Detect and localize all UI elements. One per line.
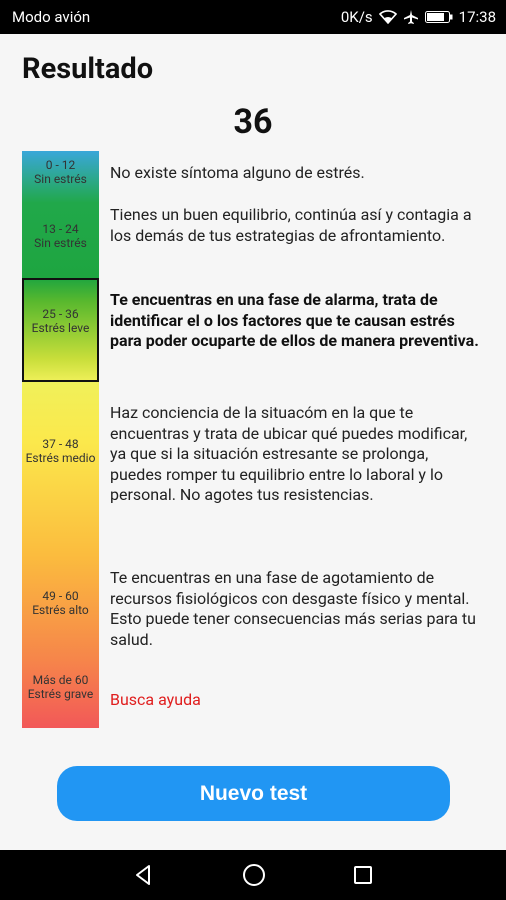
score-value: 36 [233, 102, 273, 142]
scale-level-6: Más de 60 Estrés grave [27, 673, 94, 701]
page-title: Resultado [22, 52, 154, 86]
new-test-button[interactable]: Nuevo test [57, 766, 450, 821]
description-level-5: Te encuentras en una fase de agotamiento de recursos fisiológicos con desgaste físico y mental. Esto puede tener consecuencias más serias para tu salud. [110, 568, 476, 649]
network-speed: 0K/s [340, 8, 373, 26]
airplane-icon [403, 9, 419, 25]
description-level-3: Te encuentras en una fase de alarma, trata de identificar el o los factores que te causan estrés para poder ocuparte de ellos de manera preventiva. [110, 290, 479, 350]
description-level-4: Haz conciencia de la situacóm en la que te encuentras y trata de ubicar qué puedes modificar, ya que si la situación estresante se prolonga, puedes romper tu equilibrio entre lo laboral y lo personal. No agotes tus resistencias. [110, 403, 468, 504]
description-level-2: Tienes un buen equilibrio, continúa así y contagia a los demás de tus estrategias de afrontamiento. [110, 205, 472, 245]
battery-icon [425, 10, 453, 24]
status-time: 17:38 [458, 8, 496, 26]
scale-level-1: 0 - 12 Sin estrés [34, 158, 87, 186]
wifi-icon [379, 10, 397, 24]
status-bar [0, 0, 506, 34]
recents-icon[interactable] [352, 864, 374, 886]
stress-scale [22, 151, 99, 728]
navigation-bar [0, 850, 506, 900]
status-icons [341, 8, 496, 26]
scale-level-2: 13 - 24 Sin estrés [34, 222, 87, 250]
home-icon[interactable] [241, 862, 267, 888]
result-screen [0, 34, 506, 850]
description-level-6: Busca ayuda [110, 690, 201, 709]
scale-level-5: 49 - 60 Estrés alto [32, 589, 89, 617]
back-icon[interactable] [132, 863, 156, 887]
scale-level-4: 37 - 48 Estrés medio [25, 437, 96, 465]
scale-level-3: 25 - 36 Estrés leve [31, 307, 90, 335]
description-level-1: No existe síntoma alguno de estrés. [110, 163, 365, 182]
status-mode: Modo avión [12, 8, 91, 26]
